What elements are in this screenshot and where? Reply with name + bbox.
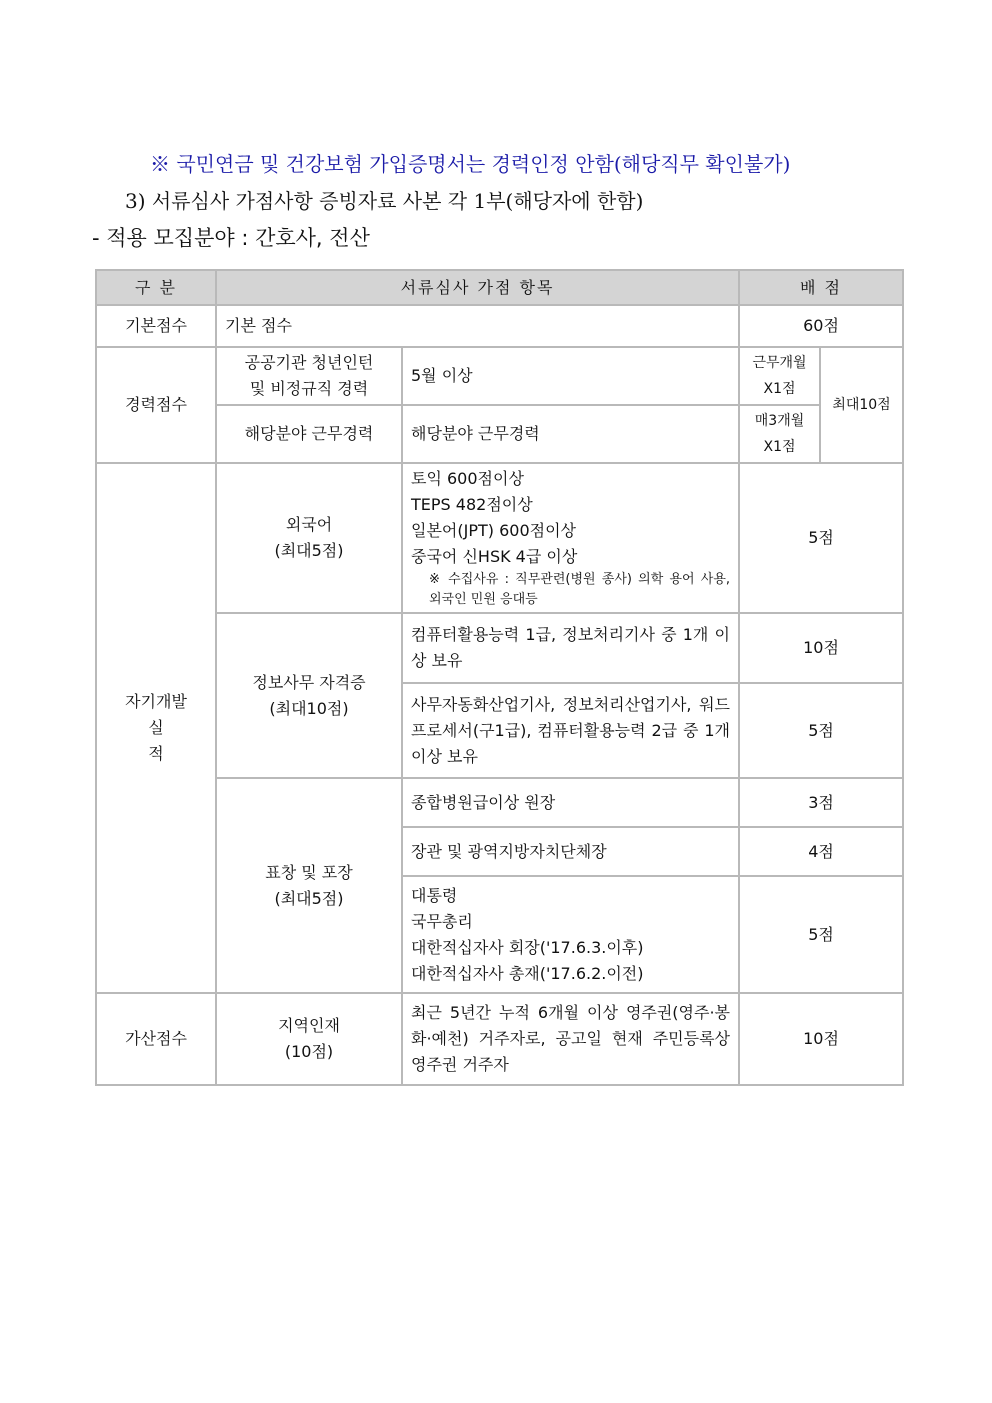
notice-text: ※ 국민연금 및 건강보험 가입증명서는 경력인정 안함(해당직무 확인불가)	[150, 152, 791, 176]
career-points-2-line1: 매3개월	[754, 413, 805, 429]
basic-item: 기본 점수	[216, 305, 739, 347]
award-top-points: 5점	[739, 876, 903, 993]
table-row	[96, 463, 903, 613]
award-top-item-3: 대한적십자사 회장('17.6.3.이후)	[411, 937, 644, 957]
table-row	[96, 993, 903, 1085]
bonus-max: (10점)	[284, 1042, 334, 1061]
selfdev-category-line1: 자기개발	[125, 692, 187, 711]
award-points-2: 4점	[739, 827, 903, 876]
info-points-2: 5점	[739, 683, 903, 778]
career-item-1: 5월 이상	[402, 347, 739, 405]
foreign-points: 5점	[739, 463, 903, 613]
bonus-item: 최근 5년간 누적 6개월 이상 영주권(영주·봉화·예천) 거주자로, 공고일 현재 주민등록상 영주권 거주자	[402, 993, 739, 1085]
award-max: (최대5점)	[274, 888, 344, 908]
career-points-1-line2: X1점	[763, 381, 796, 397]
scoring-table	[95, 269, 904, 1086]
award-top-item-4: 대한적십자사 총재('17.6.2.이전)	[411, 963, 644, 983]
table-row	[96, 305, 903, 347]
bonus-name: 지역인재	[278, 1016, 340, 1035]
header-category: 구 분	[96, 270, 216, 305]
requirement-text: 3) 서류심사 가점사항 증빙자료 사본 각 1부(해당자에 한함)	[125, 189, 644, 213]
award-top-item-2: 국무총리	[411, 911, 473, 931]
selfdev-category-line2: 실 적	[148, 718, 204, 763]
table-header-row	[96, 270, 903, 305]
career-item-2: 해당분야 근무경력	[402, 405, 739, 463]
award-top-item-1: 대통령	[411, 885, 458, 905]
career-sub-1-line1: 공공기관 청년인턴	[244, 353, 374, 372]
applied-field-text: - 적용 모집분야 : 간호사, 전산	[92, 226, 370, 250]
table-row	[96, 613, 903, 683]
career-category: 경력점수	[96, 347, 216, 463]
basic-points: 60점	[739, 305, 903, 347]
foreign-item-3: 일본어(JPT) 600점이상	[411, 521, 576, 540]
basic-category: 기본점수	[96, 305, 216, 347]
bonus-category: 가산점수	[96, 993, 216, 1085]
foreign-item-1: 토익 600점이상	[411, 469, 524, 488]
career-sub-2: 해당분야 근무경력	[216, 405, 402, 463]
header-item: 서류심사 가점 항목	[216, 270, 739, 305]
bonus-points: 10점	[739, 993, 903, 1085]
career-points-1-line1: 근무개월	[752, 355, 807, 371]
info-item-1: 컴퓨터활용능력 1급, 정보처리기사 중 1개 이상 보유	[402, 613, 739, 683]
table-row	[96, 778, 903, 827]
career-sub-1-line2: 및 비정규직 경력	[249, 379, 369, 398]
foreign-item-4: 중국어 신HSK 4급 이상	[411, 547, 578, 566]
header-points: 배 점	[739, 270, 903, 305]
table-row	[96, 405, 903, 463]
foreign-max: (최대5점)	[274, 541, 344, 560]
info-max: (최대10점)	[269, 698, 349, 718]
foreign-item-2: TEPS 482점이상	[411, 495, 533, 514]
table-row	[96, 347, 903, 405]
foreign-memo: ※ 수집사유 : 직무관련(병원 종사) 의학 용어 사용, 외국인 민원 응대등	[429, 572, 731, 607]
award-points-1: 3점	[739, 778, 903, 827]
award-item-2: 장관 및 광역지방자치단체장	[402, 827, 739, 876]
award-name: 표창 및 포장	[265, 862, 353, 882]
info-points-1: 10점	[739, 613, 903, 683]
career-max: 최대10점	[820, 347, 903, 463]
foreign-name: 외국어	[285, 515, 333, 534]
career-points-2-line2: X1점	[763, 439, 796, 455]
info-item-2: 사무자동화산업기사, 정보처리산업기사, 워드프로세서(구1급), 컴퓨터활용능력 2급 중 1개 이상 보유	[402, 683, 739, 778]
award-item-1: 종합병원급이상 원장	[402, 778, 739, 827]
info-name: 정보사무 자격증	[252, 672, 366, 692]
